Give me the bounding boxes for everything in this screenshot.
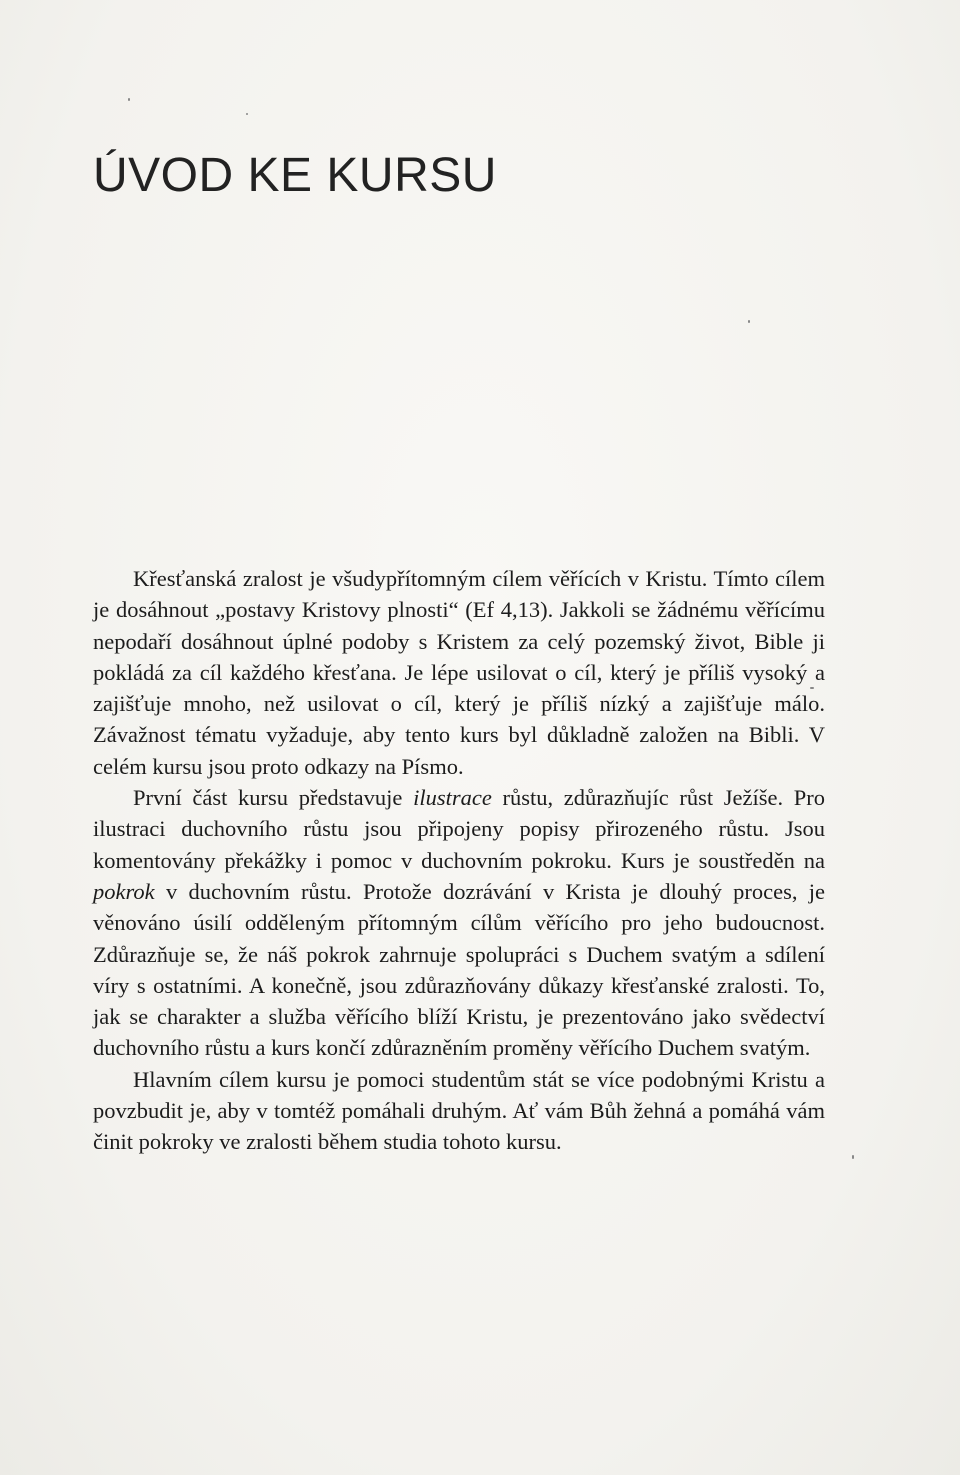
body-text xyxy=(93,563,825,1158)
paragraph-text: v duchovním růstu. Protože dozrávání v Krista je dlouhý proces, je věnováno úsilí odděleným přítomným cílům věřícího pro jeho budoucnost. Zdůrazňuje se, že náš pokrok zahrnuje spolupráci s Duchem svatým a sdílení víry s ostatními. A konečně, jsou zdůrazňovány důkazy křesťanské zralosti. To, jak se charakter a služba věřícího blíží Kristu, je prezentováno jako svědectví duchovního růstu a kurs končí zdůrazněním proměny věřícího Duchem svatým. xyxy=(93,878,825,1061)
paragraph-text: První část kursu představuje xyxy=(133,785,414,811)
paragraph-course-structure xyxy=(93,782,825,1064)
emphasis-ilustrace: ilustrace xyxy=(413,785,492,811)
paragraph-main-goal xyxy=(93,1064,825,1158)
scan-speck xyxy=(748,320,750,323)
chapter-title: ÚVOD KE KURSU xyxy=(93,149,497,202)
scan-speck xyxy=(852,1155,854,1159)
paragraph-text: Hlavním cílem kursu je pomoci studentům stát se více podobnými Kristu a povzbudit je, aby v tomtéž pomáhali druhým. Ať vám Bůh žehná a pomáhá vám činit pokroky ve zralosti během studia tohoto kursu. xyxy=(93,1066,825,1155)
scan-speck xyxy=(246,113,248,115)
paragraph-text: Křesťanská zralost je všudypřítomným cílem věřících v Kristu. Tímto cílem je dosáhnout „postavy Kristovy plnosti“ (Ef 4,13). Jakkoli se žádnému věřícímu nepodaří dosáhnout úplné podoby s Kristem za celý pozemský život, Bible ji pokládá za cíl každého křesťana. Je lépe usilovat o cíl, který je příliš vysoký a zajišťuje mnoho, než usilovat o cíl, který je příliš nízký a zajišťuje málo. Závažnost tématu vyžaduje, aby tento kurs byl důkladně založen na Bibli. V celém kursu jsou proto odkazy na Písmo. xyxy=(93,566,825,779)
paragraph-text: růstu, zdůrazňujíc růst Ježíše. Pro ilustraci duchovního růstu jsou připojeny popisy přirozeného růstu. Jsou komentovány překážky i pomoc v duchovním pokroku. Kurs je soustředěn na xyxy=(93,785,825,873)
scan-speck xyxy=(128,98,130,101)
paragraph-intro xyxy=(93,563,825,782)
emphasis-pokrok: pokrok xyxy=(93,878,155,904)
